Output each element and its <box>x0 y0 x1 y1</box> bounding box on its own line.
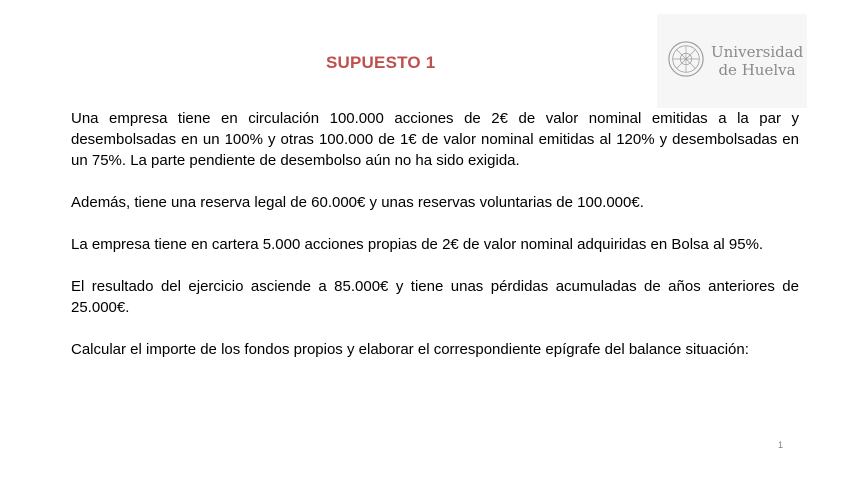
exercise-statement <box>71 108 799 381</box>
logo-wordmark <box>711 43 803 79</box>
logo-line-2: de Huelva <box>718 61 796 79</box>
paragraph-task: Calcular el importe de los fondos propios y elaborar el correspondiente epígrafe del balance situación: <box>71 341 749 358</box>
paragraph-reserves: Además, tiene una reserva legal de 60.000€ y unas reservas voluntarias de 100.000€. <box>71 194 644 211</box>
logo-line-1: Universidad <box>711 43 804 61</box>
university-seal-icon <box>667 40 705 78</box>
paragraph-shares: Una empresa tiene en circulación 100.000 acciones de 2€ de valor nominal emitidas a la par y desembolsadas en un 100% y otras 100.000 de 1€ de valor nominal emitidas al 120% y desembolsadas en un 75%. La parte pendiente de desembolso aún no ha sido exigida. <box>71 110 799 169</box>
slide-title: SUPUESTO 1 <box>326 53 436 72</box>
paragraph-own-shares: La empresa tiene en cartera 5.000 acciones propias de 2€ de valor nominal adquiridas en Bolsa al 95%. <box>71 236 764 253</box>
university-logo <box>657 14 807 108</box>
paragraph-result: El resultado del ejercicio asciende a 85.000€ y tiene unas pérdidas acumuladas de años anteriores de 25.000€. <box>71 278 799 316</box>
page-number: 1 <box>778 440 784 450</box>
